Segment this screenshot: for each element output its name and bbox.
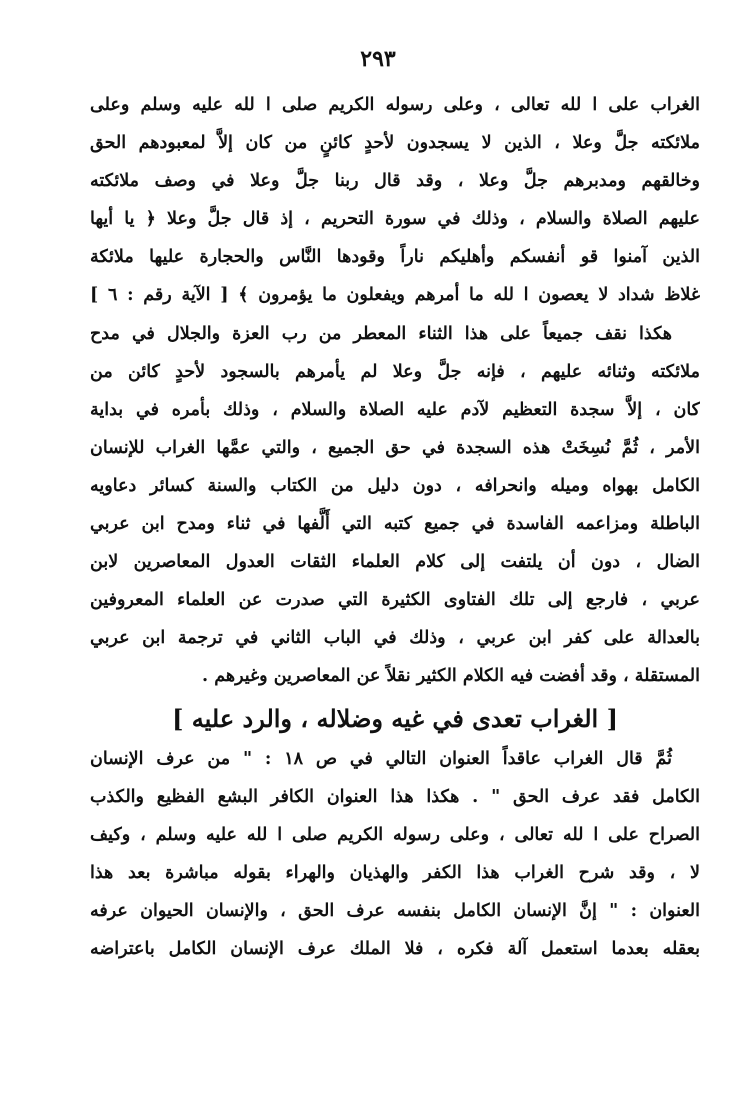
paragraph2-line-5: الكامل بهواه وميله وانحرافه ، دون دليل من الكتاب والسنة كسائر دعاويه xyxy=(90,475,700,496)
body-text xyxy=(90,86,700,968)
paragraph2-line-2: ملائكته وثنائه عليهم ، فإنه جلَّ وعلا لم يأمرهم بالسجود لأحدٍ كائن من xyxy=(90,361,700,382)
page-number: ٢٩٣ xyxy=(360,46,396,72)
section-heading: [ الغراب تعدى في غيه وضلاله ، والرد عليه ] xyxy=(172,703,618,733)
paragraph2-line-7: الضال ، دون أن يلتفت إلى كلام العلماء الثقات العدول المعاصرين لابن xyxy=(90,552,700,573)
paragraph3-line-3: الصراح على ا لله تعالى ، وعلى رسوله الكريم صلى ا لله عليه وسلم ، وكيف xyxy=(90,824,700,845)
paragraph1-line-4: عليهم الصلاة والسلام ، وذلك في سورة التحريم ، إذ قال جلَّ وعلا ﴿ يا أيها xyxy=(90,209,700,230)
paragraph2-line-1: هكذا نقف جميعاً على هذا الثناء المعطر من رب العزة والجلال في مدح xyxy=(90,323,672,344)
paragraph1-line-2: ملائكته جلَّ وعلا ، الذين لا يسجدون لأحدٍ كائنٍ من كان إلاَّ لمعبودهم الحق xyxy=(90,133,700,154)
paragraph2-line-6: الباطلة ومزاعمه الفاسدة في جميع كتبه التي أَلَّفها في ثناء ومدح ابن عربي xyxy=(90,514,700,535)
paragraph2-line-9: بالعدالة على كفر ابن عربي ، وذلك في الباب الثاني في ترجمة ابن عربي xyxy=(90,628,700,649)
paragraph2-line-3: كان ، إلاَّ سجدة التعظيم لآدم عليه الصلاة والسلام ، وذلك بأمره في بداية xyxy=(90,399,700,420)
paragraph3-line-1: ثُمَّ قال الغراب عاقداً العنوان التالي في ص ١٨ : " من عرف الإنسان xyxy=(90,748,672,769)
paragraph1-line-6: غلاظ شداد لا يعصون ا لله ما أمرهم ويفعلون ما يؤمرون ﴾ [ الآية رقم : ٦ ] xyxy=(90,285,700,306)
paragraph3-line-6: بعقله بعدما استعمل آلة فكره ، فلا الملك عرف الإنسان الكامل باعتراضه xyxy=(90,938,700,959)
paragraph2-line-8: عربي ، فارجع إلى تلك الفتاوى الكثيرة التي صدرت عن العلماء المعروفين xyxy=(90,590,700,611)
paragraph1-line-1: الغراب على ا لله تعالى ، وعلى رسوله الكريم صلى ا لله عليه وسلم وعلى xyxy=(90,95,700,115)
paragraph2-line-10: المستقلة ، وقد أفضت فيه الكلام الكثير نقلاً عن المعاصرين وغيرهم . xyxy=(202,666,700,687)
paragraph3-line-4: لا ، وقد شرح الغراب هذا الكفر والهذيان والهراء بقوله مباشرة بعد هذا xyxy=(90,862,700,883)
paragraph1-line-3: وخالقهم ومدبرهم جلَّ وعلا ، وقد قال ربنا جلَّ وعلا في وصف ملائكته xyxy=(90,171,700,192)
paragraph1-line-5: الذين آمنوا قو أنفسكم وأهليكم ناراً وقودها النَّاس والحجارة عليها ملائكة xyxy=(90,247,700,268)
paragraph2-line-4: الأمر ، ثُمَّ نُسِخَتْ هذه السجدة في حق الجميع ، والتي عمَّها الغراب للإنسان xyxy=(90,437,700,458)
paragraph3-line-5: العنوان : " إنَّ الإنسان الكامل بنفسه عرف الحق ، والإنسان الحيوان عرفه xyxy=(90,900,700,921)
paragraph3-line-2: الكامل فقد عرف الحق " . هكذا هذا العنوان الكافر البشع الفظيع والكذب xyxy=(90,786,700,807)
